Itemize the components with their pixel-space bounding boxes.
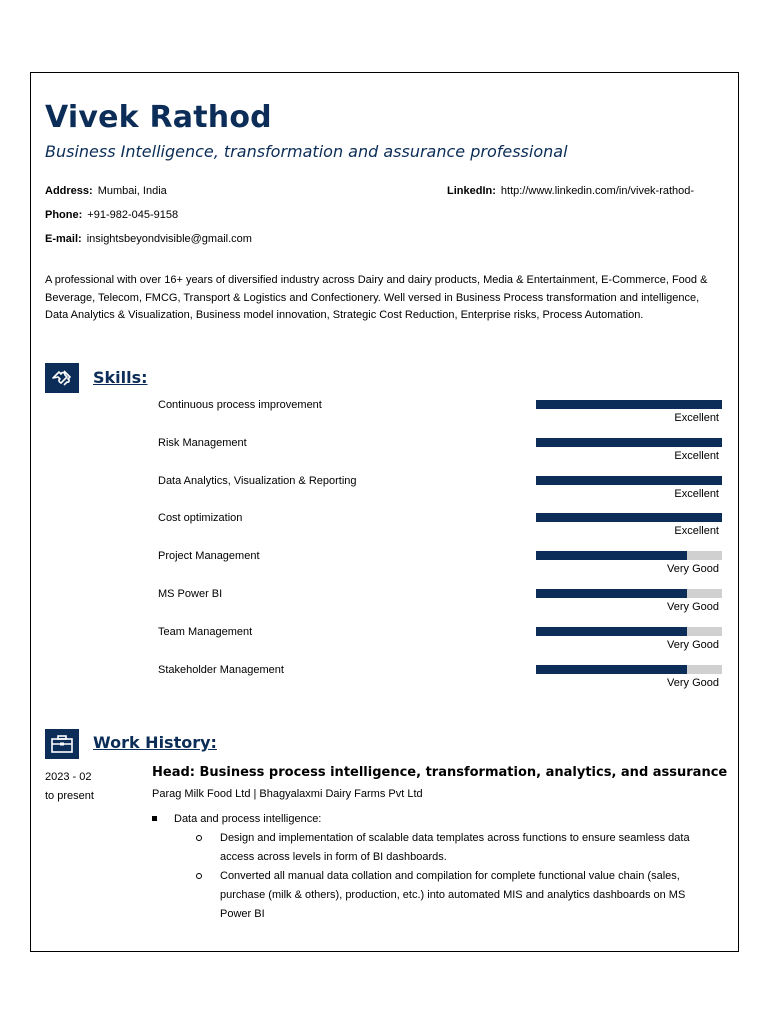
phone-label: Phone: [45,209,83,221]
skill-rating-bar [536,438,722,447]
skill-name: Continuous process improvement [158,399,322,411]
skill-row [0,475,768,513]
job-bullet-text: Data and process intelligence: [174,813,322,825]
skill-rating-fill [536,438,722,447]
professional-title: Business Intelligence, transformation and assurance professional [45,142,568,161]
job-sub-bullet [196,867,716,924]
skill-rating-fill [536,551,687,560]
skill-level: Excellent [674,449,719,462]
candidate-name: Vivek Rathod [45,100,272,135]
linkedin-value[interactable]: http://www.linkedin.com/in/vivek-rathod- [500,185,695,197]
email-line [45,232,252,246]
skill-rating-bar [536,589,722,598]
skill-row [0,550,768,588]
skill-row [0,399,768,437]
skill-rating-bar [536,400,722,409]
skill-level: Excellent [674,525,719,538]
skill-name: Stakeholder Management [158,663,284,676]
job-sub-bullet [196,829,716,867]
work-history-heading: Work History: [93,733,217,752]
skills-heading: Skills: [93,368,148,387]
skill-rating-bar [536,627,722,636]
address-line [45,184,167,198]
job-sub-bullet-text: Converted all manual data collation and compilation for complete functional value chain (sales, purchase (milk & others), production, etc.) into automated MIS and analytics dashboards on MS Power BI [220,870,686,920]
skill-rating-bar [536,551,722,560]
skill-rating-bar [536,513,722,522]
address-value: Mumbai, India [97,185,167,197]
circle-bullet-icon [196,835,202,841]
skill-rating-fill [536,476,722,485]
skill-name: Risk Management [158,436,247,449]
skill-row [0,664,768,702]
skill-name: Project Management [158,550,260,563]
skill-level: Excellent [674,412,719,424]
job-title: Head: Business process intelligence, transformation, analytics, and assurance [152,765,728,780]
professional-summary: A professional with over 16+ years of diversified industry across Dairy and dairy products, Media & Entertainment, E-Commerce, Food & Beverage, Telecom, FMCG, Transport & Logistics and Confectionery. Well versed in Business Process transformation and intelligence, Data Analytics & Visualization, Business model innovation, Strategic Cost Reduction, Enterprise risks, Process Automation. [45,274,708,321]
skill-level: Very Good [667,676,719,689]
skill-name: Team Management [158,625,253,638]
skill-level: Very Good [667,601,719,613]
skill-row [0,626,768,664]
skill-name: Cost optimization [158,512,243,525]
skill-level: Very Good [667,638,719,651]
skill-rating-fill [536,665,687,674]
skill-level: Very Good [667,563,719,576]
skill-row [0,437,768,475]
skill-rating-bar [536,476,722,485]
skill-rating-fill [536,627,687,636]
skill-name: Data Analytics, Visualization & Reporting [158,474,357,487]
job-date-start: 2023 - 02 [45,771,92,783]
briefcase-icon [45,729,79,759]
linkedin-label: LinkedIn: [447,185,496,197]
circle-bullet-icon [196,873,202,879]
skill-level: Excellent [674,487,719,500]
phone-line [45,208,178,222]
square-bullet-icon [152,816,157,821]
puzzle-icon [45,363,79,393]
skill-row [0,512,768,550]
address-label: Address: [45,185,93,197]
skill-rating-fill [536,513,722,522]
job-date-end: to present [45,790,94,802]
job-sub-bullet-text: Design and implementation of scalable data templates across functions to ensure seamless data access across levels in form of BI dashboards. [220,832,690,863]
job-company: Parag Milk Food Ltd | Bhagyalaxmi Dairy Farms Pvt Ltd [152,788,423,800]
phone-value: +91-982-045-9158 [87,209,179,221]
skill-name: MS Power BI [158,588,223,600]
skill-rating-bar [536,665,722,674]
email-label: E-mail: [45,233,82,245]
skill-rating-fill [536,400,722,409]
skill-rating-fill [536,589,687,598]
linkedin-line [447,184,694,198]
email-value[interactable]: insightsbeyondvisible@gmail.com [86,233,252,245]
skill-row [0,588,768,626]
